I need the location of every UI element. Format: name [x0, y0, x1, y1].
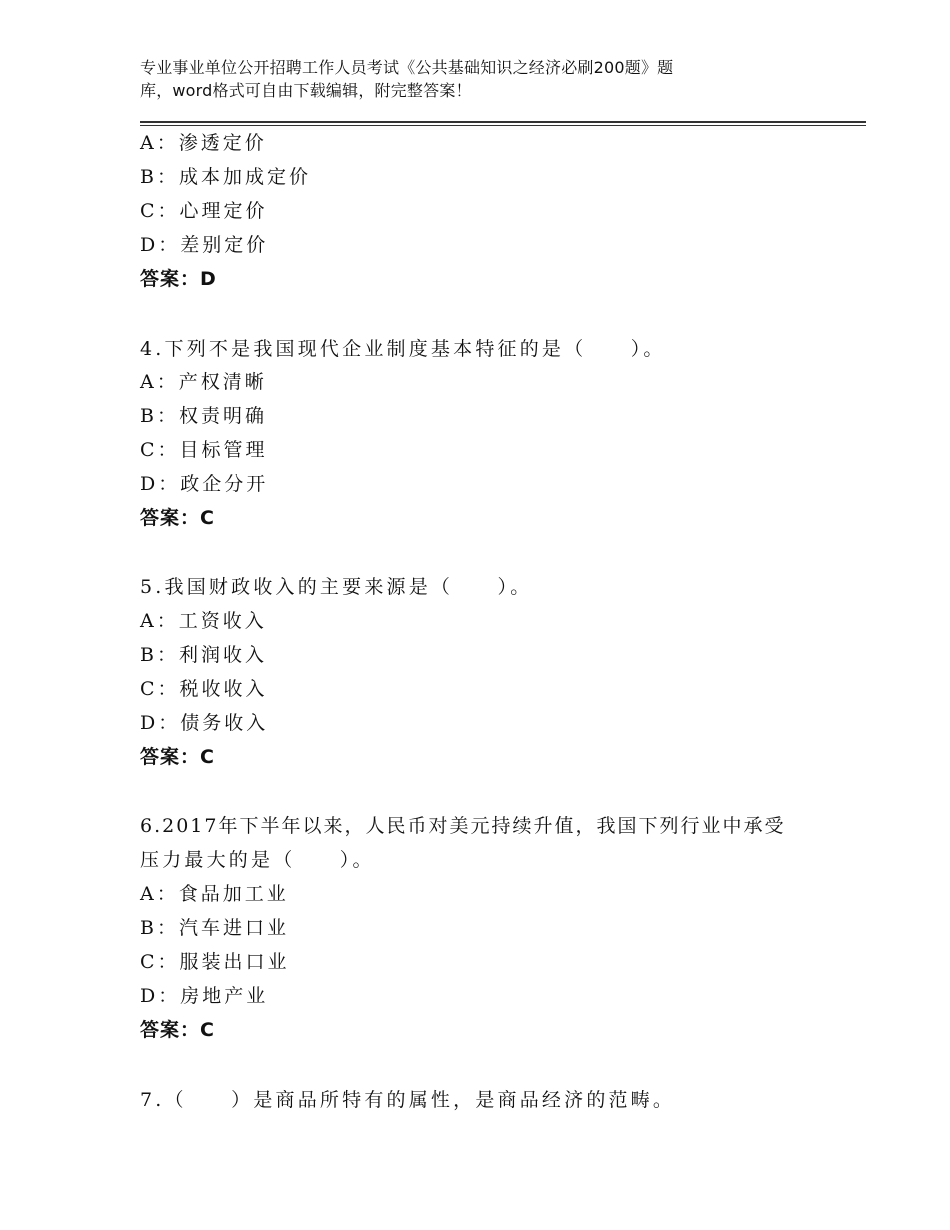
q6-option-d: D：房地产业 [140, 985, 269, 1007]
q3-option-a: A：渗透定价 [140, 132, 267, 154]
q5-option-b: B：利润收入 [140, 644, 267, 666]
q3-option-b: B：成本加成定价 [140, 166, 311, 188]
header-line-2: 库，word格式可自由下载编辑，附完整答案！ [140, 81, 472, 100]
q5-answer: 答案：C [140, 746, 215, 768]
q5-option-c: C：税收收入 [140, 678, 268, 700]
q3-option-d: D：差别定价 [140, 234, 269, 256]
q4-option-d: D：政企分开 [140, 473, 269, 495]
header-rule-thin [140, 125, 866, 126]
q4-option-c: C：目标管理 [140, 439, 268, 461]
q3-answer: 答案：D [140, 268, 217, 290]
q4-question: 4.下列不是我国现代企业制度基本特征的是（ ）。 [140, 338, 666, 360]
q6-question-line-2: 压力最大的是（ ）。 [140, 849, 375, 871]
q4-answer: 答案：C [140, 507, 215, 529]
q6-option-c: C：服装出口业 [140, 951, 290, 973]
q6-question-line-1: 6.2017年下半年以来，人民币对美元持续升值，我国下列行业中承受 [140, 815, 786, 837]
q5-option-d: D：债务收入 [140, 712, 269, 734]
q6-option-b: B：汽车进口业 [140, 917, 289, 939]
header-line-1: 专业事业单位公开招聘工作人员考试《公共基础知识之经济必刷200题》题 [140, 58, 674, 77]
q5-question: 5.我国财政收入的主要来源是（ ）。 [140, 576, 533, 598]
q4-option-a: A：产权清晰 [140, 371, 267, 393]
q3-option-c: C：心理定价 [140, 200, 268, 222]
q4-option-b: B：权责明确 [140, 405, 267, 427]
q7-question: 7.（ ）是商品所特有的属性，是商品经济的范畴。 [140, 1089, 676, 1111]
q6-answer: 答案：C [140, 1019, 215, 1041]
q5-option-a: A：工资收入 [140, 610, 267, 632]
document-header [140, 56, 780, 102]
header-rule-thick [140, 121, 866, 123]
q6-option-a: A：食品加工业 [140, 883, 289, 905]
